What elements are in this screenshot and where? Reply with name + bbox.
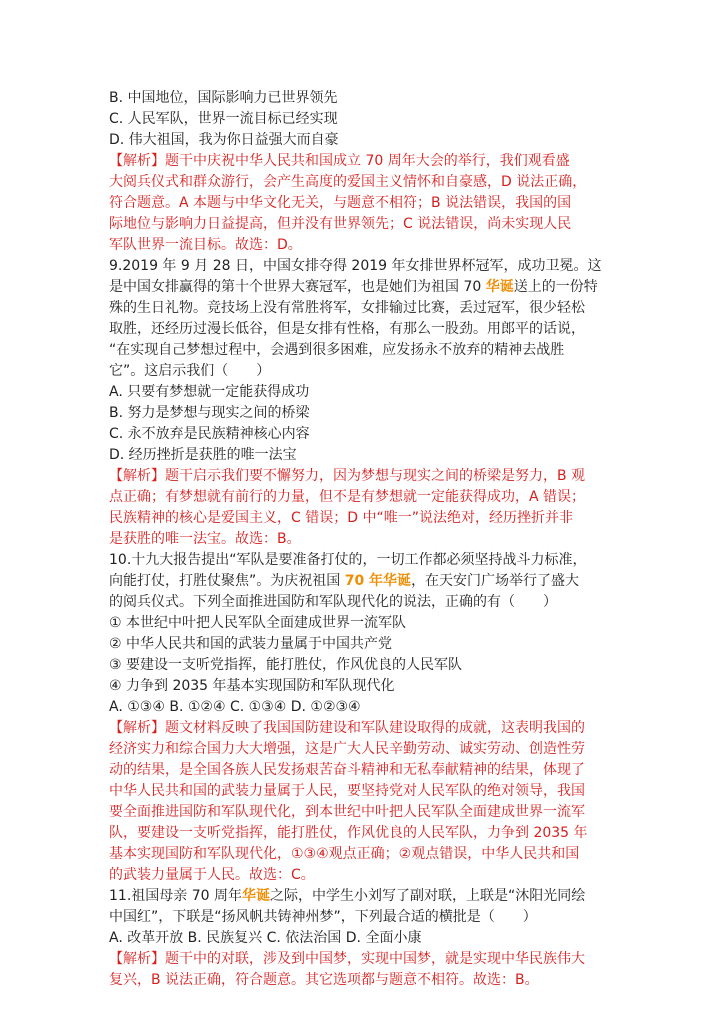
q10-stem-line [109,571,629,592]
q8-analysis-line: 符合题意。A 本题与中华文化无关，与题意不相符；B 说法错误，我国的国 [109,195,572,211]
q11-analysis-line: 复兴，B 说法正确，符合题意。其它选项都与题意不相符。故选：B。 [109,972,539,988]
q10-stem-text: ，在天安门广场举行了盛大 [411,573,580,589]
q8-option-c: C. 人民军队，世界一流目标已经实现 [109,111,338,127]
q9-stem-text: 是中国女排赢得的第十个世界大赛冠军，也是她们为祖国 70 [109,279,486,295]
q11-analysis-line: 【解析】题干中的对联，涉及到中国梦，实现中国梦，就是实现中华民族伟大 [109,951,585,967]
q10-stem-line: 的阅兵仪式。下列全面推进国防和军队现代化的说法，正确的有（ ） [109,594,557,610]
q10-analysis-line: 队，要建设一支听党指挥，能打胜仗，作风优良的人民军队，力争到 2035 年 [109,825,588,841]
q11-highlight: 华诞 [241,888,270,904]
q9-option-a: A. 只要有梦想就一定能获得成功 [109,384,310,400]
q9-analysis-line: 是获胜的唯一法宝。故选：B。 [109,531,301,547]
q9-stem-line: 取胜，还经历过漫长低谷，但是女排有性格，有那么一股劲。用郎平的话说， [109,321,585,337]
q10-analysis-line: 经济实力和综合国力大大增强，这是广大人民辛勤劳动、诚实劳动、创造性劳 [109,741,585,757]
q9-stem-line: “在实现自己梦想过程中，会遇到很多困难，应发扬永不放弃的精神去战胜 [109,342,565,358]
q10-options: A. ①③④ B. ①②④ C. ①③④ D. ①②③④ [109,699,361,715]
q9-option-b: B. 努力是梦想与现实之间的桥梁 [109,405,310,421]
q11-stem-line [109,886,629,907]
q8-analysis-line: 【解析】题干中庆祝中华人民共和国成立 70 周年大会的举行，我们观看盛 [109,153,570,169]
q8-analysis-line: 际地位与影响力日益提高，但并没有世界领先；C 说法错误，尚未实现人民 [109,216,572,232]
q10-stem-text: 向能打仗，打胜仗聚焦”。为庆祝祖国 [109,573,345,589]
q11-stem-line: 中国红”，下联是“扬风帆共铸神州梦”，下列最合适的横批是（ ） [109,909,537,925]
q11-stem-text: 11.祖国母亲 70 周年 [109,888,242,904]
q8-option-d: D. 伟大祖国，我为你日益强大而自豪 [109,132,339,148]
q11-options: A. 改革开放 B. 民族复兴 C. 依法治国 D. 全面小康 [109,930,422,946]
q10-analysis-line: 【解析】题文材料反映了我国国防建设和军队建设取得的成就，这表明我国的 [109,720,585,736]
q10-analysis-line: 基本实现国防和军队现代化，①③④观点正确；②观点错误，中华人民共和国 [109,846,580,862]
q10-item-2: ② 中华人民共和国的武装力量属于中国共产党 [109,636,392,652]
q9-analysis-line: 【解析】题干启示我们要不懈努力，因为梦想与现实之间的桥梁是努力，B 观 [109,468,586,484]
q10-highlight: 70 年华诞 [344,573,412,589]
q9-analysis-line: 点正确；有梦想就有前行的力量，但不是有梦想就一定能获得成功，A 错误； [109,489,586,505]
q11-stem-text: 之际，中学生小刘写了副对联，上联是“沐阳光同绘 [269,888,586,904]
q8-analysis-line: 大阅兵仪式和群众游行，会产生高度的爱国主义情怀和自豪感，D 说法正确， [109,174,587,190]
q10-item-4: ④ 力争到 2035 年基本实现国防和军队现代化 [109,678,395,694]
q10-item-3: ③ 要建设一支听党指挥，能打胜仗，作风优良的人民军队 [109,657,462,673]
document-page [109,88,629,991]
q9-option-d: D. 经历挫折是获胜的唯一法宝 [109,447,297,463]
q9-stem-line: 殊的生日礼物。竞技场上没有常胜将军，女排输过比赛，丢过冠军，很少轻松 [109,300,585,316]
q10-stem-line: 10.十九大报告提出“军队是要准备打仗的，一切工作都必须坚持战斗力标准， [109,552,587,568]
q9-stem-line: 9.2019 年 9 月 28 日，中国女排夺得 2019 年女排世界杯冠军，成功卫冕。这 [109,258,602,274]
q9-stem-text: 送上的一份特 [513,279,598,295]
q8-analysis-line: 军队世界一流目标。故选：D。 [109,237,302,253]
q10-analysis-line: 要全面推进国防和军队现代化，到本世纪中叶把人民军队全面建成世界一流军 [109,804,585,820]
q9-highlight: 华诞 [485,279,514,295]
q9-stem-line: 它”。这启示我们（ ） [109,363,271,379]
q10-analysis-line: 中华人民共和国的武装力量属于人民，要坚持党对人民军队的绝对领导，我国 [109,783,585,799]
q10-item-1: ① 本世纪中叶把人民军队全面建成世界一流军队 [109,615,406,631]
q9-option-c: C. 永不放弃是民族精神核心内容 [109,426,310,442]
q9-analysis-line: 民族精神的核心是爱国主义，C 错误；D 中“唯一”说法绝对，经历挫折并非 [109,510,573,526]
q9-stem-line [109,277,629,298]
q8-option-b: B. 中国地位，国际影响力已世界领先 [109,90,338,106]
q10-analysis-line: 的武装力量属于人民。故选：C。 [109,867,315,883]
q10-analysis-line: 动的结果，是全国各族人民发扬艰苦奋斗精神和无私奉献精神的结果，体现了 [109,762,585,778]
